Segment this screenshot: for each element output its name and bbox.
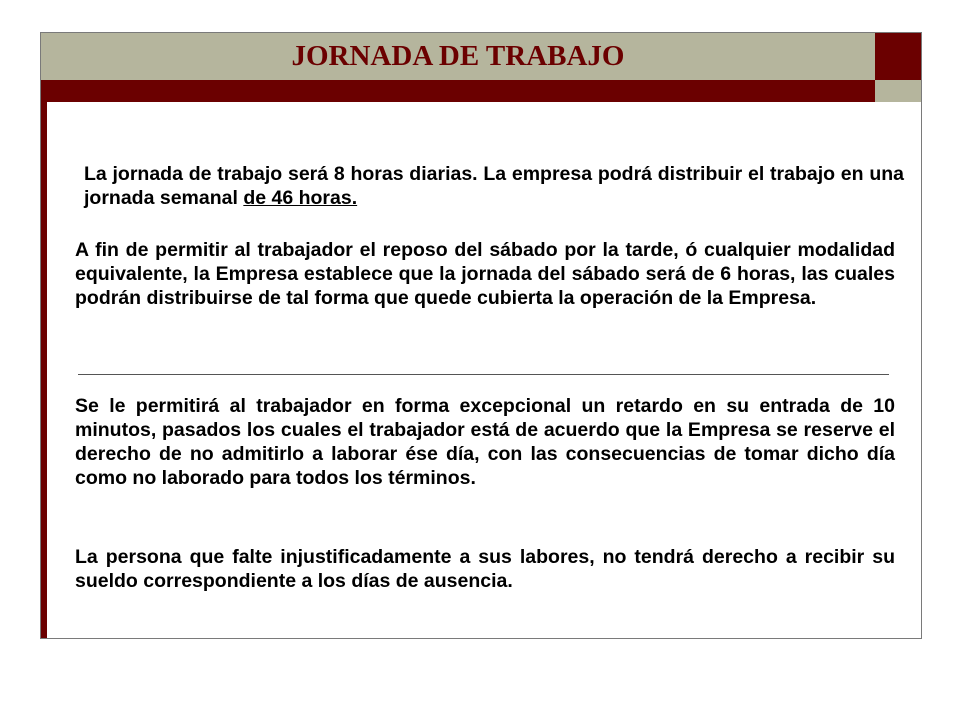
left-accent-bar	[41, 102, 47, 638]
corner-accent-block	[875, 33, 921, 80]
paragraph-tardiness-policy: Se le permitirá al trabajador en forma excepcional un retardo en su entrada de 10 minutos, pasados los cuales el trabajador está de acuerdo que la Empresa se reserve el derecho de no admitirlo a laborar ése día, con las consecuencias de tomar dicho día como no laborado para todos los términos.	[75, 395, 895, 489]
paragraph-work-hours	[75, 162, 904, 210]
title-underline-strip	[41, 80, 875, 102]
paragraph-absence-policy: La persona que falte injustificadamente a sus labores, no tendrá derecho a recibir su sueldo correspondiente a los días de ausencia.	[75, 546, 895, 592]
slide-title: JORNADA DE TRABAJO	[291, 40, 625, 72]
paragraph-saturday-rest: A fin de permitir al trabajador el reposo del sábado por la tarde, ó cualquier modalidad equivalente, la Empresa establece que la jornada del sábado será de 6 horas, las cuales podrán distribuirse de tal forma que quede cubierta la operación de la Empresa.	[75, 239, 895, 309]
weekly-hours-highlight: de 46 horas.	[243, 187, 358, 209]
corner-accent-block-secondary	[875, 80, 921, 102]
section-divider	[78, 374, 889, 375]
paragraph-work-hours-text: La jornada de trabajo será 8 horas diarias. La empresa podrá distribuir el trabajo en una jornada semanal	[84, 163, 904, 209]
